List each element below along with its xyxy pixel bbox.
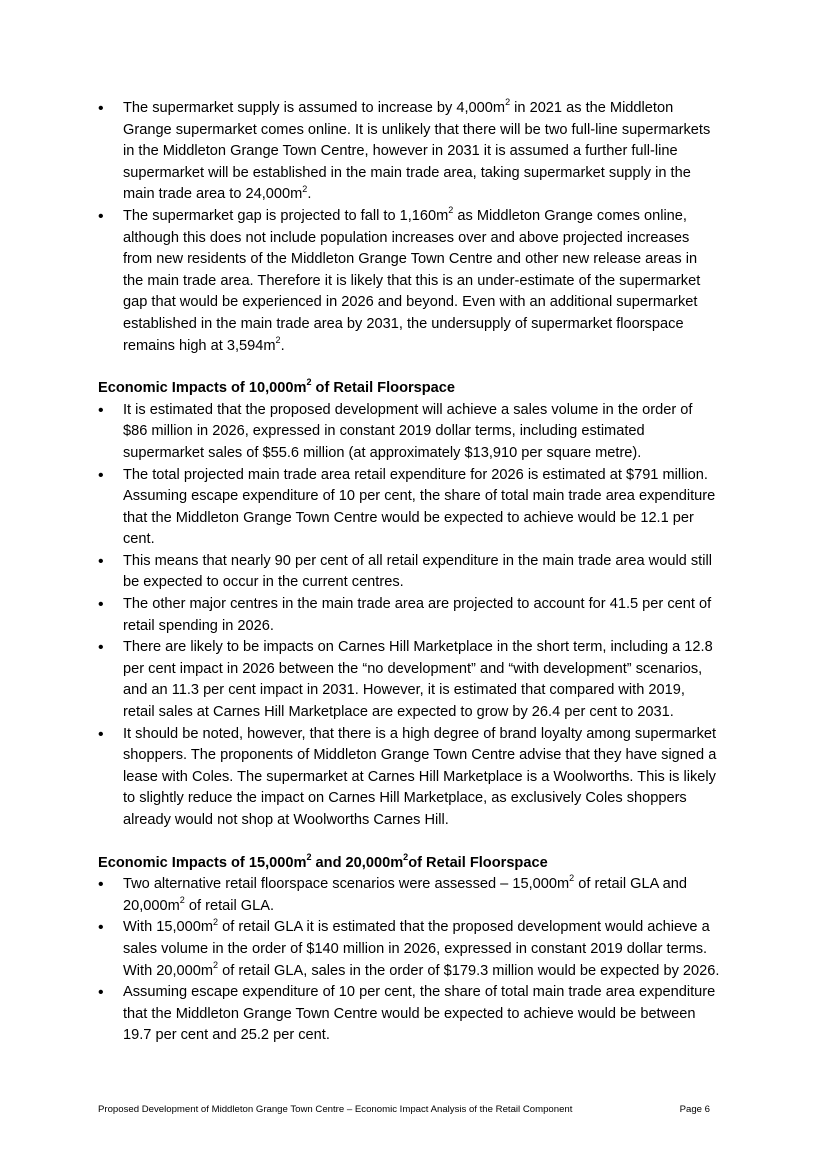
bullet-item: • It is estimated that the proposed development will achieve a sales volume in the order of $86 million in 2026, expressed in constant 2019 dollar terms, including estimated supermarket sales of $55.6 million (at approximately $13,910 per square metre). [98, 400, 720, 465]
section-heading-15000-20000: Economic Impacts of $15,000m^2$ and $20,000m^2of$ Retail Floorspace [98, 851, 548, 871]
bullet-item: • With $15,000m^2$ of retail GLA it is estimated that the proposed development would achieve a sales volume in the order of $140 million in 2026, expressed in constant 2019 dollar terms. With $20,000m^2$ of retail GLA, sales in the order of $179.3 million would be expected by 2026. [98, 917, 720, 982]
bullet-item: • There are likely to be impacts on Carnes Hill Marketplace in the short term, including a 12.8 per cent impact in 2026 between the “no development” and “with development” scenarios, and an 11.3 per cent impact in 2031. However, it is estimated that compared with 2019, retail sales at Carnes Hill Marketplace are expected to grow by 26.4 per cent to 2031. [98, 637, 720, 723]
bullet-item: • It should be noted, however, that there is a high degree of brand loyalty among supermarket shoppers. The proponents of Middleton Grange Town Centre advise that they have signed a lease with Coles. The supermarket at Carnes Hill Marketplace is a Woolworths. This is likely to slightly reduce the impact on Carnes Hill Marketplace, as exclusively Coles shoppers already would not shop at Woolworths Carnes Hill. [98, 724, 720, 832]
footer-document-title: Proposed Development of Middleton Grange Town Centre – Economic Impact Analysis of the Retail Component [98, 1104, 573, 1115]
bullet-item: • This means that nearly 90 per cent of all retail expenditure in the main trade area would still be expected to occur in the current centres. [98, 551, 720, 594]
page-number: Page 6 [679, 1104, 710, 1115]
impacts-15000-20000-list [98, 874, 720, 1047]
bullet-item: • Two alternative retail floorspace scenarios were assessed – $15,000m^2$ of retail GLA and $20,000m^2$ of retail GLA. [98, 874, 720, 917]
impacts-10000-list [98, 400, 720, 832]
bullet-item: • The other major centres in the main trade area are projected to account for 41.5 per cent of retail spending in 2026. [98, 594, 720, 637]
bullet-item: • The total projected main trade area retail expenditure for 2026 is estimated at $791 million. Assuming escape expenditure of 10 per cent, the share of total main trade area expenditure that the Middleton Grange Town Centre would be expected to achieve would be 12.1 per cent. [98, 465, 720, 551]
bullet-item: • The supermarket supply is assumed to increase by $4,000m^2$ in 2021 as the Middleton Grange supermarket comes online. It is unlikely that there will be two full-line supermarkets in the Middleton Grange Town Centre, however in 2031 it is assumed a further full-line supermarket will be established in the main trade area, taking supermarket supply in the main trade area to $24,000m^2$. [98, 98, 720, 206]
page-body [98, 98, 720, 1047]
supermarket-supply-list [98, 98, 720, 357]
bullet-item: • Assuming escape expenditure of 10 per cent, the share of total main trade area expenditure that the Middleton Grange Town Centre would be expected to achieve would be between 19.7 per cent and 25.2 per cent. [98, 982, 720, 1047]
section-heading-10000: Economic Impacts of $10,000m^2$ of Retail Floorspace [98, 377, 456, 397]
bullet-item: • The supermarket gap is projected to fall to $1,160m^2$ as Middleton Grange comes online, although this does not include population increases over and above projected increases from new residents of the Middleton Grange Town Centre and other new release areas in the main trade area. Therefore it is likely that this is an under-estimate of the supermarket gap that would be experienced in 2026 and beyond. Even with an additional supermarket established in the main trade area by 2031, the undersupply of supermarket floorspace remains high at $3,594m^2$. [98, 206, 720, 357]
